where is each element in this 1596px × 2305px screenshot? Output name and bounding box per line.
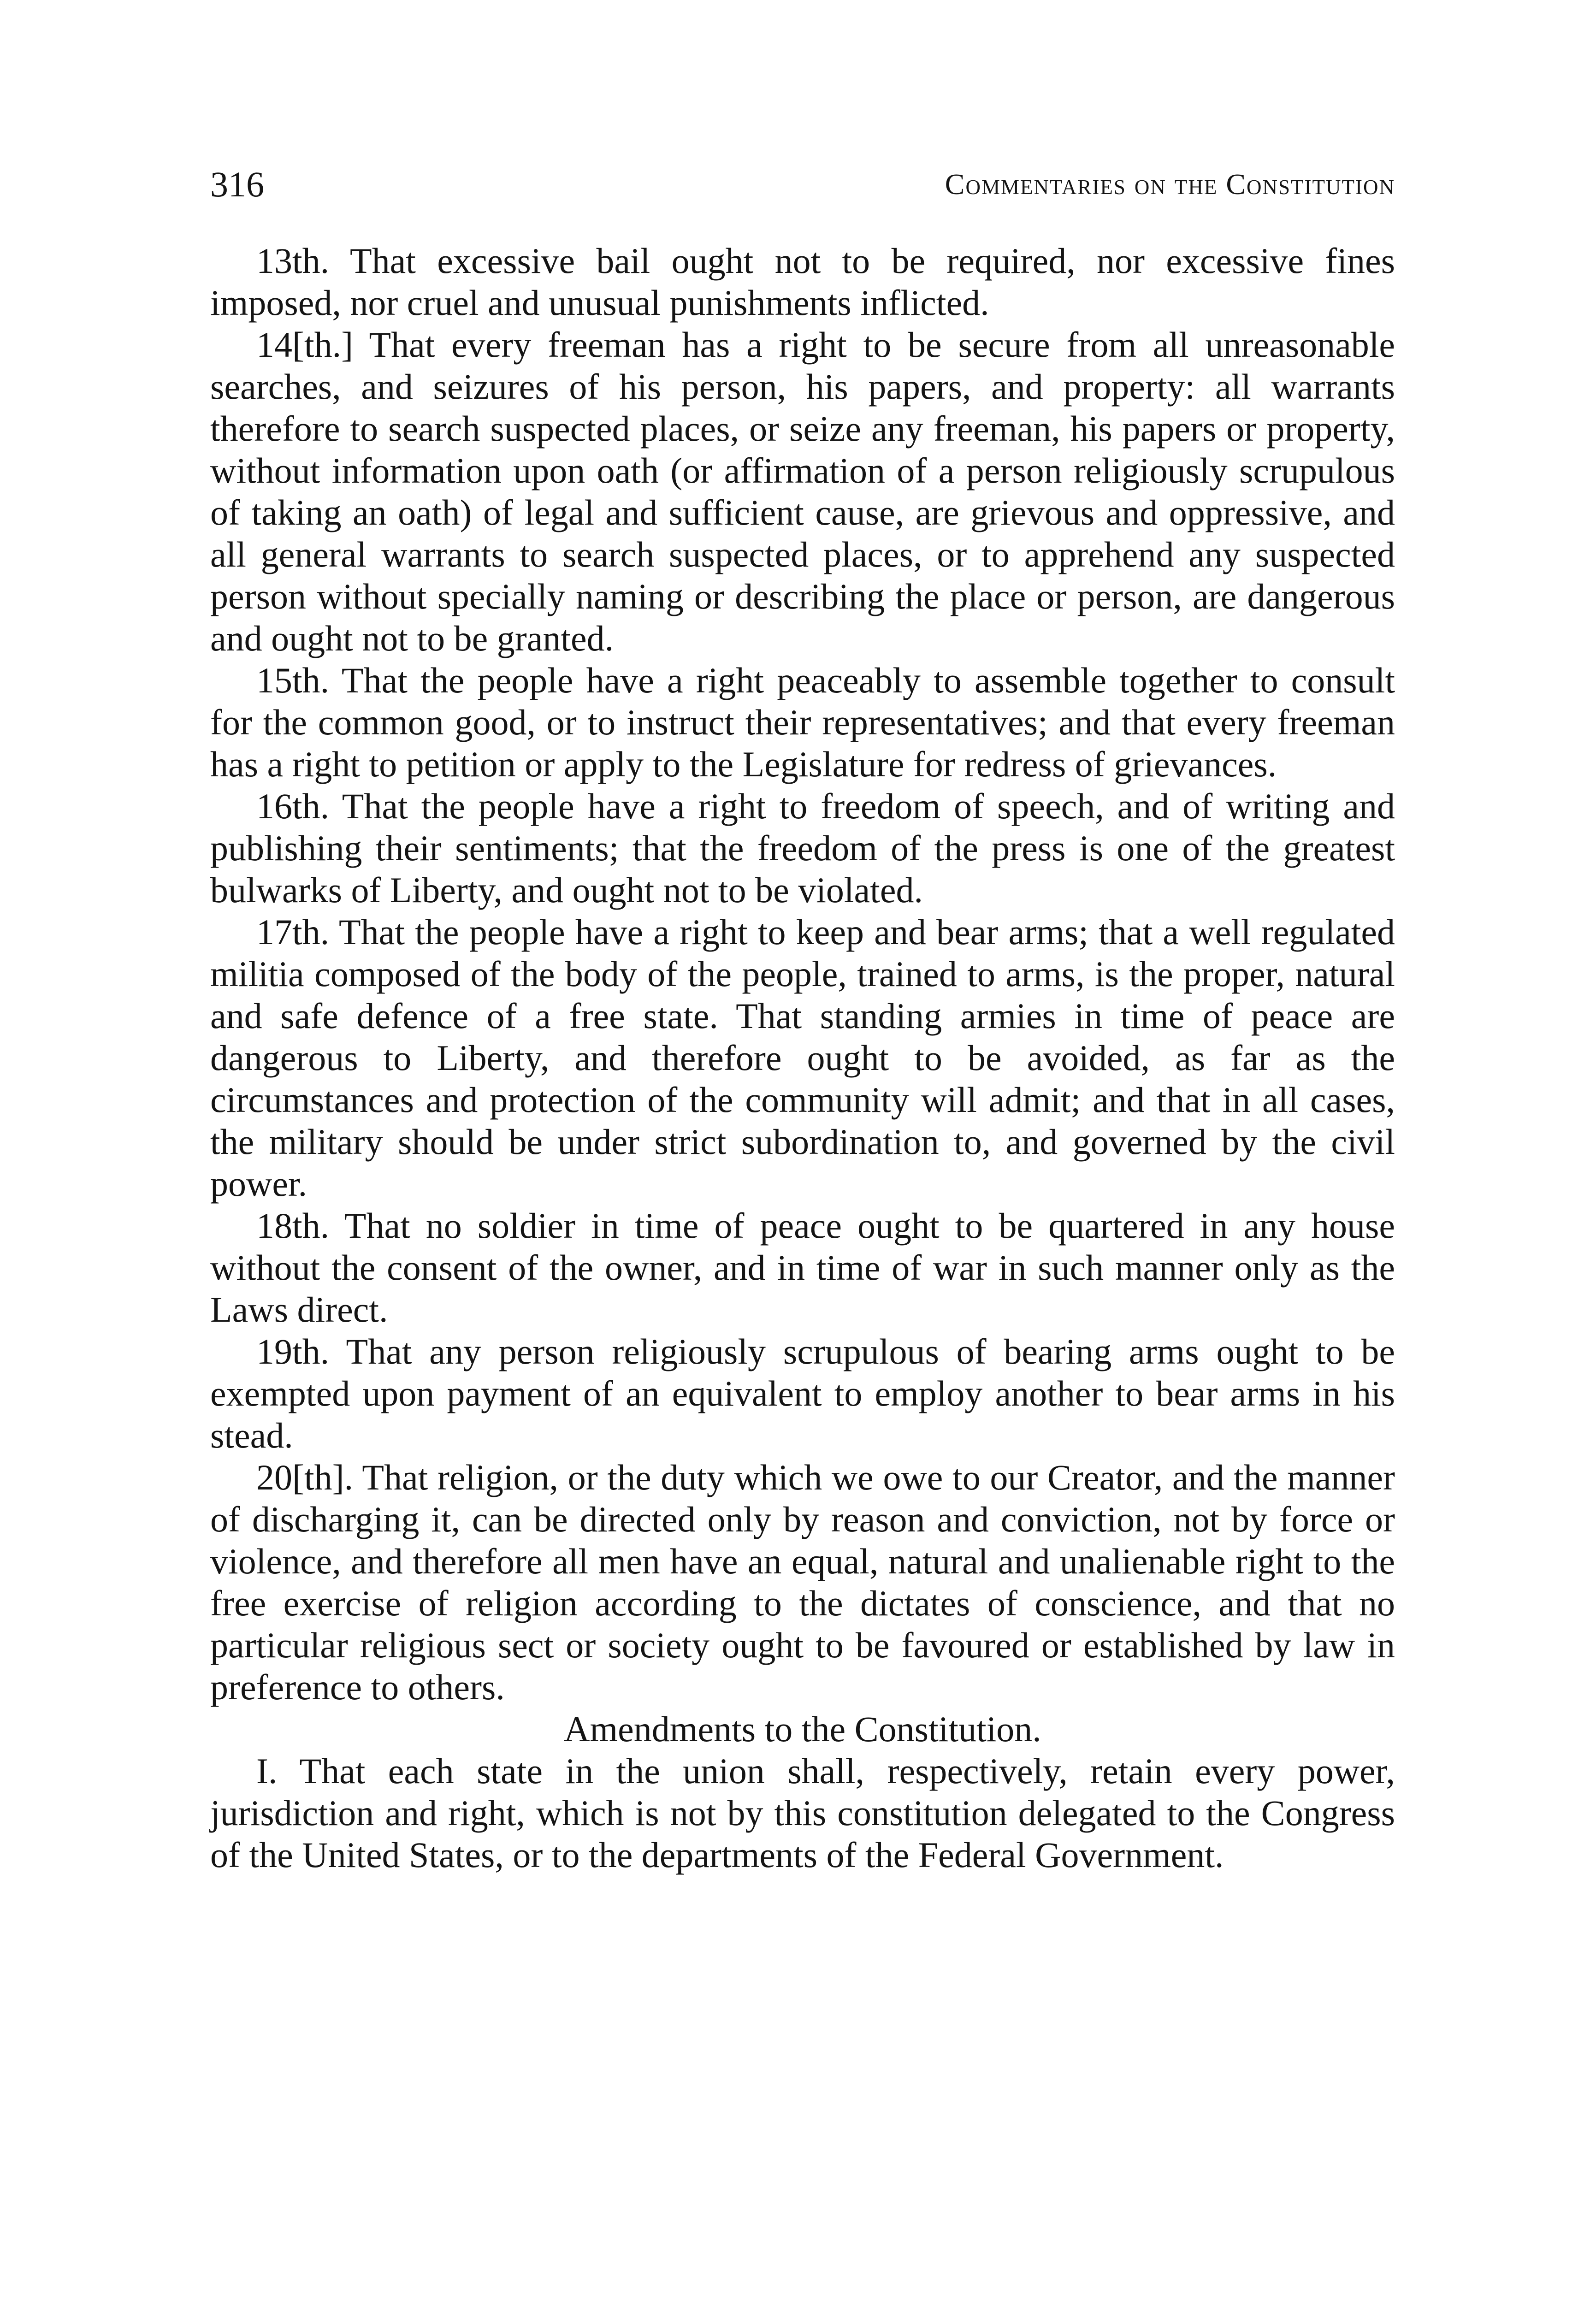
page-number: 316 [210, 164, 264, 204]
paragraph-article-16: 16th. That the people have a right to freedom of speech, and of writing and publishing their sentiments; that the freedom of the press is one of the greatest bulwarks of Liberty, and ought not to be violated. [210, 786, 1395, 910]
body-text [210, 240, 1395, 1876]
paragraph-article-18: 18th. That no soldier in time of peace ought to be quartered in any house without the consent of the owner, and in time of war in such manner only as the Laws direct. [210, 1206, 1395, 1330]
paragraph-article-20: 20[th]. That religion, or the duty which we owe to our Creator, and the manner of discharging it, can be directed only by reason and conviction, not by force or violence, and therefore all men have an equal, natural and unalienable right to the free exercise of religion according to the dictates of conscience, and that no particular religious sect or society ought to be favoured or established by law in preference to others. [210, 1457, 1395, 1707]
paragraph-article-19: 19th. That any person religiously scrupulous of bearing arms ought to be exempted upon payment of an equivalent to employ another to bear arms in his stead. [210, 1331, 1395, 1455]
paragraph-article-14: 14[th.] That every freeman has a right to be secure from all unreasonable searches, and seizures of his person, his papers, and property: all warrants therefore to search suspected places, or seize any freeman, his papers or property, without information upon oath (or affirmation of a person religiously scrupulous of taking an oath) of legal and sufficient cause, are grievous and oppressive, and all general warrants to search suspected places, or to apprehend any suspected person without specially naming or describing the place or person, are dangerous and ought not to be granted. [210, 325, 1395, 658]
running-head: Commentaries on the Constitution [945, 168, 1395, 201]
page-header [210, 161, 1395, 207]
paragraph-amendment-1: I. That each state in the union shall, respectively, retain every power, jurisdiction and right, which is not by this constitution delegated to the Congress of the United States, or to the departments of the Federal Government. [210, 1751, 1395, 1875]
paragraph-article-15: 15th. That the people have a right peaceably to assemble together to consult for the common good, or to instruct their representatives; and that every freeman has a right to petition or apply to the Legislature for redress of grievances. [210, 660, 1395, 784]
amendments-heading: Amendments to the Constitution. [564, 1709, 1041, 1749]
paragraph-article-13: 13th. That excessive bail ought not to be required, nor excessive fines imposed, nor cruel and unusual punishments inflicted. [210, 241, 1395, 323]
paragraph-article-17: 17th. That the people have a right to keep and bear arms; that a well regulated militia composed of the body of the people, trained to arms, is the proper, natural and safe defence of a free state. That standing armies in time of peace are dangerous to Liberty, and therefore ought to be avoided, as far as the circumstances and protection of the community will admit; and that in all cases, the military should be under strict subordination to, and governed by the civil power. [210, 912, 1395, 1204]
